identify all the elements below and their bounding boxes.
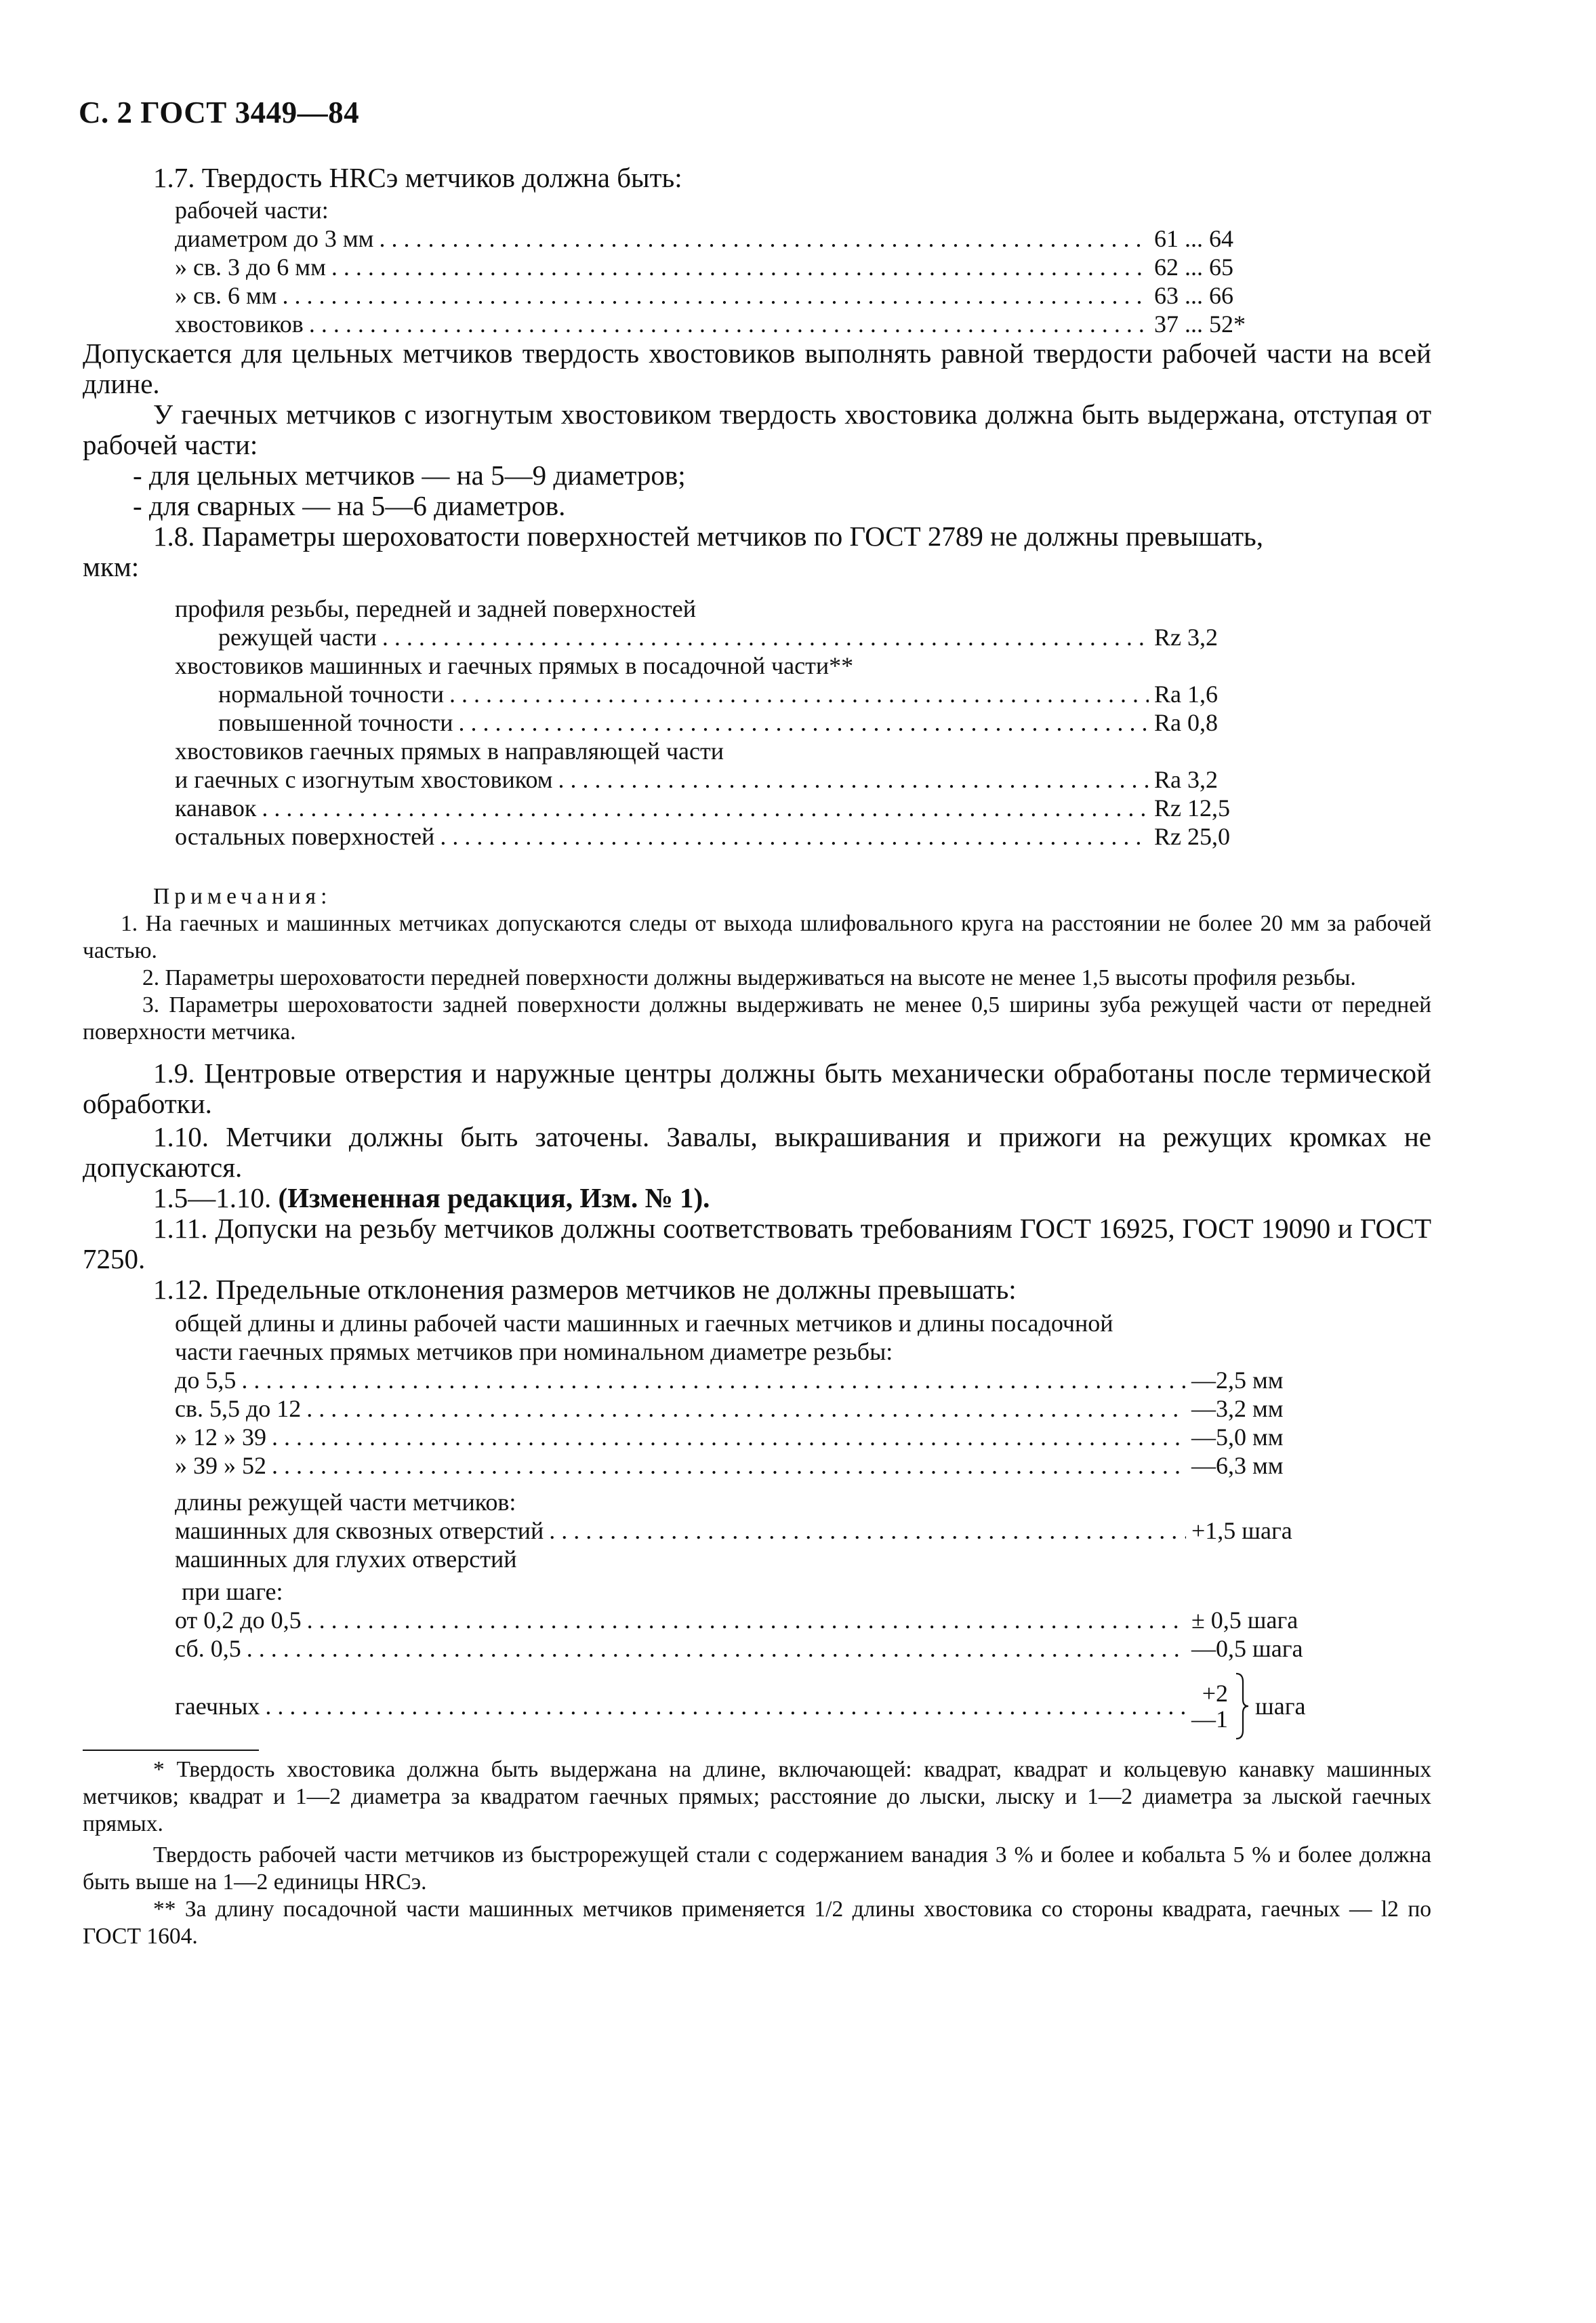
- roughness-row-value: Rz 12,5: [1154, 794, 1230, 822]
- hardness-row-value: 37 ... 52*: [1154, 310, 1246, 338]
- nut-unit: шага: [1255, 1693, 1306, 1720]
- section-1-9: 1.9. Центровые отверстия и наружные центры должны быть механически обработаны после термической обработки.: [83, 1057, 1431, 1119]
- deviation-row: [175, 1366, 1327, 1394]
- edit-note: [83, 1183, 1431, 1213]
- roughness-row-value: Ra 0,8: [1154, 709, 1218, 736]
- nut-tolerance: [1191, 1672, 1327, 1740]
- leader-dots: [382, 623, 1149, 651]
- roughness-row: [175, 708, 1286, 737]
- deviation-row-value: —5,0 мм: [1191, 1423, 1284, 1451]
- note-item: 2. Параметры шероховатости передней поверхности должны выдерживаться на высоте не менее 1,5 высоты профиля резьбы.: [142, 965, 1356, 990]
- deviation-lead: части гаечных прямых метчиков при номинальном диаметре резьбы:: [175, 1338, 893, 1365]
- deviation-row: [175, 1423, 1327, 1451]
- leader-dots: [262, 794, 1149, 822]
- leader-dots: [440, 822, 1149, 851]
- deviation-row: [175, 1516, 1327, 1545]
- deviation-row-value: —0,5 шага: [1191, 1635, 1303, 1662]
- roughness-row-label: нормальной точности: [218, 681, 445, 708]
- section-1-10: 1.10. Метчики должны быть заточены. Завалы, выкрашивания и прижоги на режущих кромках не допускаются.: [83, 1121, 1431, 1183]
- roughness-list: [175, 594, 1431, 851]
- deviation-row-label: » 39 » 52: [175, 1452, 266, 1479]
- section-1-8-title: 1.8. Параметры шероховатости поверхностей метчиков по ГОСТ 2789 не должны превышать,: [153, 521, 1263, 552]
- list-item: - для цельных метчиков — на 5—9 диаметров;: [133, 460, 686, 491]
- hardness-row: [175, 281, 1286, 310]
- deviation-row-value: —6,3 мм: [1191, 1452, 1284, 1479]
- blind-holes-heading: машинных для глухих отверстий: [175, 1546, 517, 1573]
- roughness-row: [175, 822, 1286, 851]
- roughness-row-label: повышенной точности: [218, 709, 453, 736]
- deviation-row-label: машинных для сквозных отверстий: [175, 1517, 544, 1544]
- note-item: 1. На гаечных и машинных метчиках допускаются следы от выхода шлифовального круга на расстоянии не более 20 мм за рабочей частью.: [83, 911, 1431, 963]
- leader-dots: [283, 281, 1149, 310]
- leader-dots: [241, 1366, 1186, 1394]
- leader-dots: [379, 224, 1149, 253]
- hardness-row-label: хвостовиков: [175, 310, 304, 338]
- deviation-row: [175, 1634, 1327, 1663]
- roughness-row: [175, 680, 1286, 708]
- section-1-7-title: 1.7. Твердость HRCэ метчиков должна быть:: [153, 162, 682, 193]
- deviation-row-value: —2,5 мм: [1191, 1367, 1284, 1394]
- deviation-row-label: гаечных: [175, 1693, 260, 1720]
- leader-dots: [459, 708, 1149, 737]
- list-item: - для сварных — на 5—6 диаметров.: [133, 490, 566, 521]
- section-1-12-title: 1.12. Предельные отклонения размеров метчиков не должны превышать:: [153, 1274, 1017, 1305]
- deviation-row-nut: [175, 1672, 1327, 1740]
- edit-range: 1.5—1.10.: [153, 1182, 272, 1213]
- leader-dots: [272, 1423, 1186, 1451]
- pitch-heading: при шаге:: [182, 1578, 283, 1605]
- roughness-row-value: Rz 3,2: [1154, 624, 1218, 651]
- hardness-row-label: » св. 6 мм: [175, 282, 277, 309]
- roughness-row: [175, 794, 1286, 822]
- leader-dots: [265, 1692, 1186, 1720]
- footnote: Твердость рабочей части метчиков из быстрорежущей стали с содержанием ванадия 3 % и более и кобальта 5 % и более должна быть выше на 1—2 единицы HRCэ.: [83, 1842, 1431, 1895]
- notes-title: Примечания:: [153, 884, 332, 909]
- leader-dots: [309, 310, 1149, 338]
- document-body: [83, 163, 1431, 1950]
- roughness-heading: хвостовиков машинных и гаечных прямых в посадочной части**: [175, 652, 854, 679]
- deviation-row-label: от 0,2 до 0,5: [175, 1607, 302, 1634]
- hardness-list: [175, 196, 1431, 338]
- deviation-row-value: —3,2 мм: [1191, 1395, 1284, 1422]
- nut-tolerance-group: [1191, 1672, 1305, 1740]
- nut-plus: +2: [1202, 1680, 1228, 1707]
- leader-dots: [549, 1516, 1186, 1545]
- deviation-row: [175, 1394, 1327, 1423]
- leader-dots: [449, 680, 1149, 708]
- roughness-row: [175, 623, 1286, 651]
- roughness-heading: хвостовиков гаечных прямых в направляющей части: [175, 738, 724, 765]
- section-1-11: 1.11. Допуски на резьбу метчиков должны соответствовать требованиям ГОСТ 16925, ГОСТ 19090 и ГОСТ 7250.: [83, 1213, 1431, 1274]
- deviation-row-value: ± 0,5 шага: [1191, 1607, 1298, 1634]
- footnote-divider: [83, 1750, 259, 1751]
- hardness-row: [175, 310, 1286, 338]
- deviation-list: [175, 1309, 1431, 1740]
- paragraph: У гаечных метчиков с изогнутым хвостовиком твердость хвостовика должна быть выдержана, отступая от рабочей части:: [83, 399, 1431, 460]
- leader-dots: [247, 1634, 1186, 1663]
- roughness-row-label: канавок: [175, 794, 257, 822]
- notes-block: [83, 883, 1431, 1046]
- roughness-row-value: Ra 1,6: [1154, 681, 1218, 708]
- leader-dots: [558, 765, 1149, 794]
- hardness-row: [175, 224, 1286, 253]
- cut-length-heading: длины режущей части метчиков:: [175, 1489, 516, 1516]
- roughness-row-label: и гаечных с изогнутым хвостовиком: [175, 766, 553, 793]
- deviation-row-label: сб. 0,5: [175, 1635, 241, 1662]
- leader-dots: [331, 253, 1149, 281]
- hardness-work-label: рабочей части:: [175, 197, 329, 224]
- roughness-heading: профиля резьбы, передней и задней поверхностей: [175, 595, 696, 622]
- footnote: * Твердость хвостовика должна быть выдержана на длине, включающей: квадрат, квадрат и кольцевую канавку машинных метчиков; квадрат и 1—2 диаметра за квадратом гаечных прямых; расстояние до лыски, лыску и 1—2 диаметра за лыской гаечных прямых.: [83, 1757, 1431, 1836]
- hardness-row-value: 61 ... 64: [1154, 225, 1233, 252]
- paragraph: Допускается для цельных метчиков твердость хвостовиков выполнять равной твердости рабочей части на всей длине.: [83, 338, 1431, 399]
- deviation-row-label: св. 5,5 до 12: [175, 1395, 302, 1422]
- deviation-row-label: до 5,5: [175, 1367, 237, 1394]
- curly-brace-icon: [1233, 1672, 1251, 1740]
- footnotes: [83, 1756, 1431, 1950]
- deviation-row: [175, 1451, 1327, 1480]
- nut-minus: —1: [1191, 1705, 1228, 1733]
- roughness-row-value: Ra 3,2: [1154, 766, 1218, 793]
- deviation-row-value: +1,5 шага: [1191, 1517, 1292, 1544]
- roughness-row-value: Rz 25,0: [1154, 823, 1230, 850]
- hardness-row-value: 62 ... 65: [1154, 254, 1233, 281]
- hardness-row-value: 63 ... 66: [1154, 282, 1233, 309]
- footnote: ** За длину посадочной части машинных метчиков применяется 1/2 длины хвостовика со стороны квадрата, гаечных — l2 по ГОСТ 1604.: [83, 1897, 1431, 1949]
- leader-dots: [272, 1451, 1186, 1480]
- unit-label: мкм:: [83, 551, 140, 582]
- deviation-row: [175, 1606, 1327, 1634]
- hardness-row: [175, 253, 1286, 281]
- note-item: 3. Параметры шероховатости задней поверхности должны выдерживать не менее 0,5 ширины зуба режущей части от передней поверхности метчика.: [83, 992, 1431, 1045]
- roughness-row-label: режущей части: [218, 624, 377, 651]
- deviation-row-label: » 12 » 39: [175, 1423, 266, 1451]
- hardness-row-label: » св. 3 до 6 мм: [175, 254, 326, 281]
- nut-tolerance-values: [1191, 1680, 1228, 1732]
- leader-dots: [307, 1606, 1186, 1634]
- roughness-row: [175, 765, 1286, 794]
- hardness-row-label: диаметром до 3 мм: [175, 225, 374, 252]
- deviation-lead: общей длины и длины рабочей части машинных и гаечных метчиков и длины посадочной: [175, 1310, 1113, 1337]
- roughness-row-label: остальных поверхностей: [175, 823, 435, 850]
- leader-dots: [306, 1394, 1186, 1423]
- page-header: С. 2 ГОСТ 3449—84: [79, 96, 360, 129]
- edit-text: (Измененная редакция, Изм. № 1).: [278, 1182, 710, 1213]
